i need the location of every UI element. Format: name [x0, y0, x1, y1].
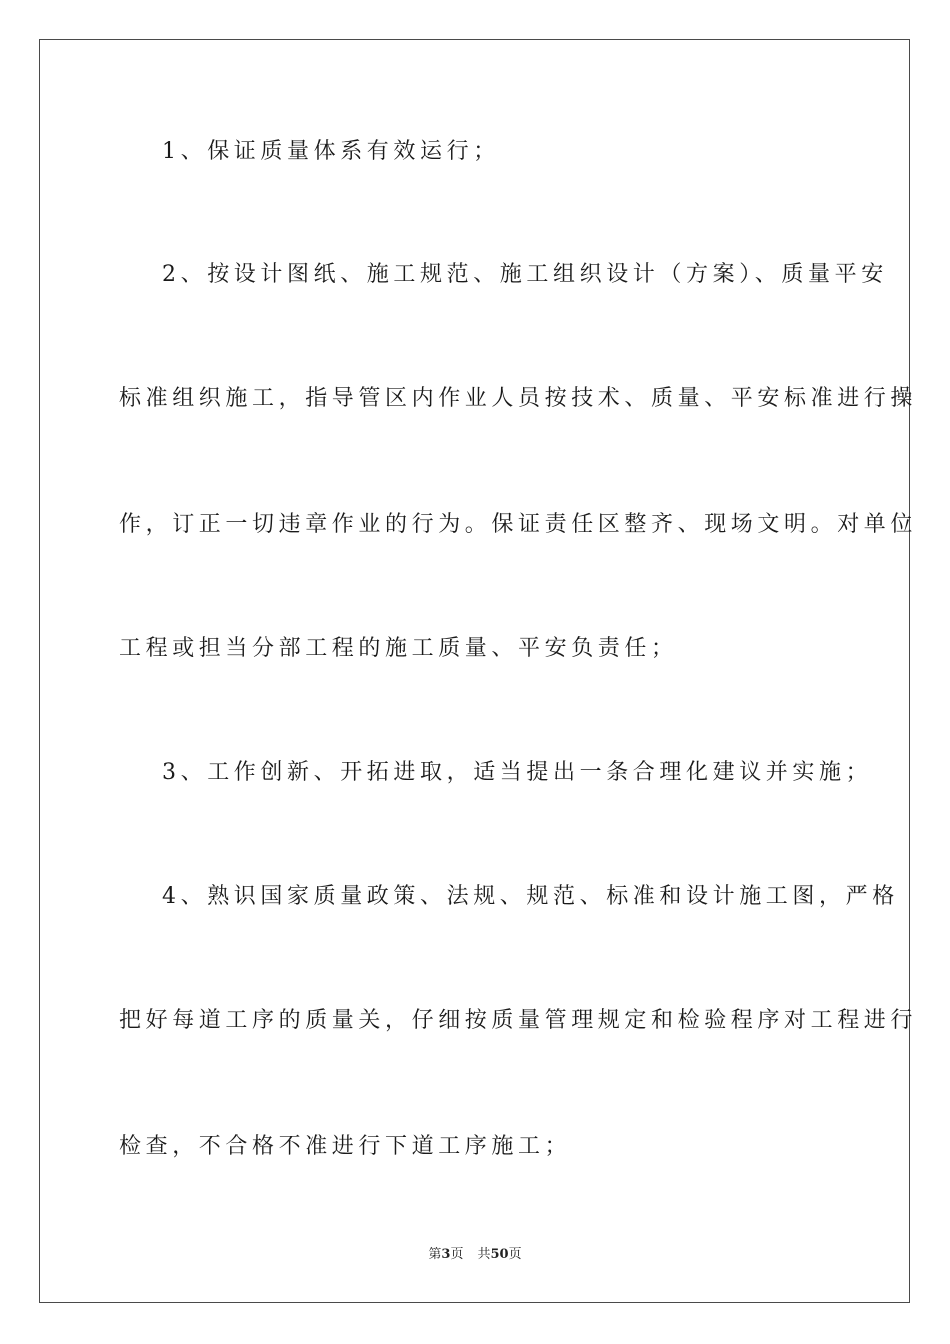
total-pages: 50	[490, 1247, 509, 1262]
total-prefix: 共	[477, 1247, 491, 1262]
page-prefix: 第	[428, 1247, 442, 1262]
paragraph-1-line-1: 1、保证质量体系有效运行；	[162, 139, 500, 164]
page-suffix: 页	[450, 1247, 464, 1262]
paragraph-4-line-3: 检查，不合格不准进行下道工序施工；	[119, 1134, 572, 1159]
page-number: 3	[441, 1247, 451, 1262]
paragraph-4-line-1: 4、熟识国家质量政策、法规、规范、标准和设计施工图，严格	[162, 884, 899, 909]
paragraph-2-line-1: 2、按设计图纸、施工规范、施工组织设计（方案）、质量平安	[162, 262, 888, 287]
paragraph-3-line-1: 3、工作创新、开拓进取，适当提出一条合理化建议并实施；	[162, 760, 873, 785]
paragraph-2-line-4: 工程或担当分部工程的施工质量、平安负责任；	[119, 636, 678, 661]
page-border	[39, 39, 910, 1303]
paragraph-2-line-3: 作，订正一切违章作业的行为。保证责任区整齐、现场文明。对单位	[119, 512, 918, 537]
paragraph-4-line-2: 把好每道工序的质量关，仔细按质量管理规定和检验程序对工程进行	[119, 1008, 918, 1033]
paragraph-2-line-2: 标准组织施工，指导管区内作业人员按技术、质量、平安标准进行操	[119, 386, 918, 411]
page-footer	[0, 1246, 950, 1264]
total-suffix: 页	[508, 1247, 522, 1262]
